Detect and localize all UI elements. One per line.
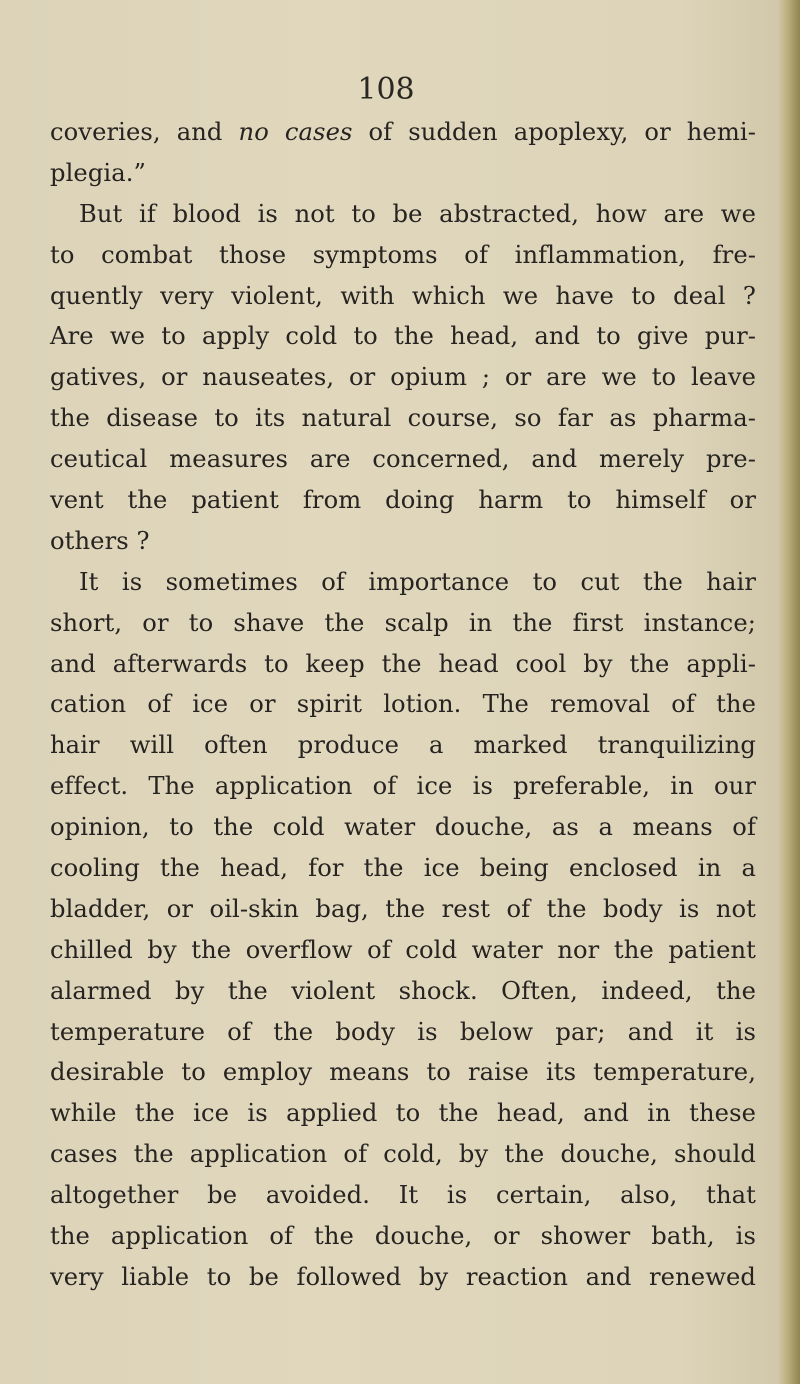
text-line: very liable to be followed by reaction and renewed (50, 1262, 756, 1291)
text-line: temperature of the body is below par; and it is (50, 1017, 756, 1046)
text-line: Are we to apply cold to the head, and to give pur- (50, 322, 756, 351)
text-line: altogether be avoided. It is certain, also, that (50, 1181, 756, 1210)
text-line: while the ice is applied to the head, and in these (50, 1099, 756, 1128)
text-line: cooling the head, for the ice being enclosed in a (50, 854, 756, 883)
paragraph-start-line: It is sometimes of importance to cut the hair (79, 567, 756, 596)
text-line: the application of the douche, or shower bath, is (50, 1222, 756, 1251)
page-binding-edge (778, 0, 800, 1384)
text-line: plegia.” (50, 158, 147, 187)
paragraph-start-line: But if blood is not to be abstracted, how are we (79, 199, 756, 228)
text-line: others ? (50, 526, 150, 555)
page-number: 108 (357, 72, 415, 107)
text-line: desirable to employ means to raise its temperature, (50, 1058, 756, 1087)
emphasis: no cases (238, 118, 353, 146)
text-line: to combat those symptoms of inflammation, fre- (50, 240, 756, 269)
text-line: the disease to its natural course, so far as pharma- (50, 404, 756, 433)
text-line: cation of ice or spirit lotion. The removal of the (50, 690, 756, 719)
text-line: gatives, or nauseates, or opium ; or are we to leave (50, 363, 756, 392)
text-line: vent the patient from doing harm to himself or (50, 486, 756, 515)
text-line: effect. The application of ice is preferable, in our (50, 772, 756, 801)
text-line: opinion, to the cold water douche, as a means of (50, 813, 756, 842)
text-line: bladder, or oil-skin bag, the rest of the body is not (50, 894, 756, 923)
text-line: hair will often produce a marked tranquilizing (50, 731, 756, 760)
text-line: short, or to shave the scalp in the first instance; (50, 608, 756, 637)
text-line: cases the application of cold, by the douche, should (50, 1140, 756, 1169)
text-line: and afterwards to keep the head cool by the appli- (50, 649, 756, 678)
body-text (50, 112, 756, 1298)
text-line: coveries, and no cases of sudden apoplexy, or hemi- (50, 118, 756, 146)
text-line: chilled by the overflow of cold water nor the patient (50, 935, 756, 964)
text-line: quently very violent, with which we have to deal ? (50, 281, 756, 310)
text-line: alarmed by the violent shock. Often, indeed, the (50, 976, 756, 1005)
text-line: ceutical measures are concerned, and merely pre- (50, 445, 756, 474)
